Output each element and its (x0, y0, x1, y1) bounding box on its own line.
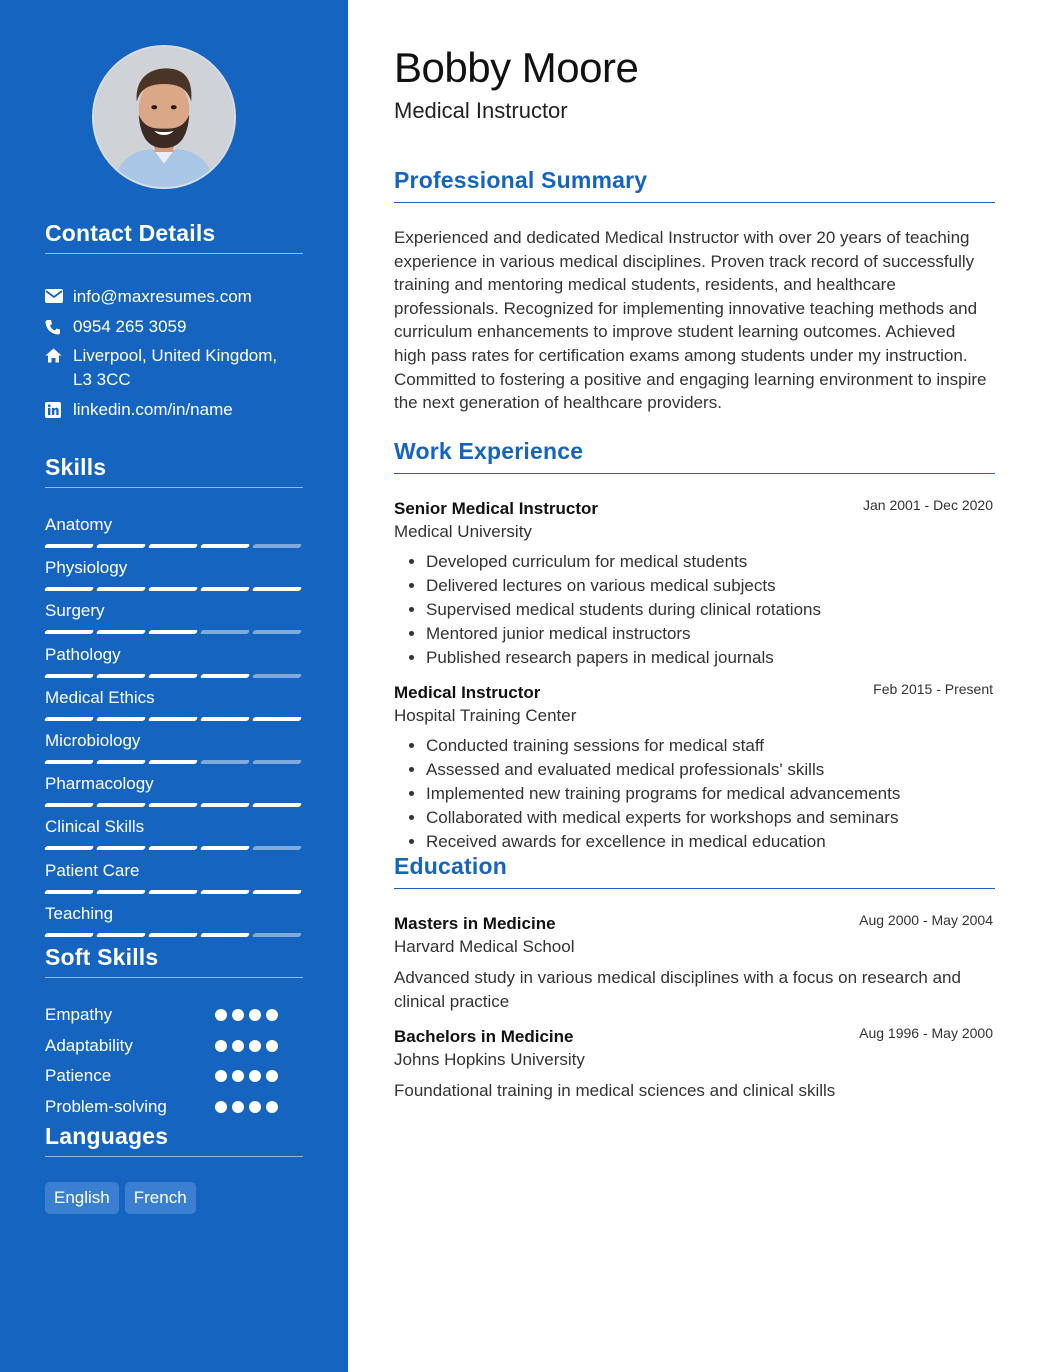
skill-name: Medical Ethics (45, 687, 155, 707)
contact-email[interactable] (45, 285, 305, 309)
language-tag: French (125, 1182, 196, 1214)
address-line-2: L3 3CC (73, 370, 131, 389)
skill-level-segment (252, 890, 302, 894)
job-entry (394, 681, 995, 854)
skill-level-segment (44, 760, 94, 764)
soft-skill-rating (215, 1009, 278, 1021)
skill-item (45, 557, 303, 591)
skill-level-segment (200, 846, 250, 850)
rating-dot (215, 1040, 227, 1052)
education-heading: Education (394, 853, 995, 889)
skill-level-segment (148, 630, 198, 634)
skill-level-segment (200, 630, 250, 634)
skill-level-segment (200, 933, 250, 937)
language-tag: English (45, 1182, 119, 1214)
skill-level-segment (96, 890, 146, 894)
job-role: Medical Instructor (394, 683, 541, 702)
avatar (94, 47, 234, 187)
job-bullet: • Assessed and evaluated medical professionals' skills (426, 758, 995, 782)
skill-level-segment (252, 544, 302, 548)
linkedin-icon (45, 398, 73, 422)
education-entry (394, 1025, 995, 1103)
rating-dot (266, 1070, 278, 1082)
skill-level-segment (44, 544, 94, 548)
skill-name: Patient Care (45, 860, 140, 880)
contact-phone[interactable] (45, 315, 305, 339)
job-bullet: • Supervised medical students during clinical rotations (426, 598, 995, 622)
languages-list (45, 1182, 196, 1214)
skill-level-segment (44, 933, 94, 937)
skill-level-segment (44, 846, 94, 850)
skill-level-segment (44, 717, 94, 721)
skill-level-segment (96, 630, 146, 634)
skill-level-segment (148, 717, 198, 721)
school: Harvard Medical School (394, 937, 575, 956)
education-date: Aug 2000 - May 2004 (859, 912, 993, 928)
skill-level-segment (44, 890, 94, 894)
skill-level-segment (96, 933, 146, 937)
skill-level-segment (96, 717, 146, 721)
skill-level-segment (200, 890, 250, 894)
job-bullet: • Collaborated with medical experts for workshops and seminars (426, 806, 995, 830)
skill-level-segment (44, 803, 94, 807)
skill-name: Surgery (45, 601, 105, 621)
soft-skill-item (45, 1034, 305, 1058)
skill-name: Clinical Skills (45, 817, 145, 837)
skills-heading: Skills (45, 454, 303, 488)
summary-heading: Professional Summary (394, 167, 995, 203)
skill-item (45, 600, 303, 634)
rating-dot (232, 1070, 244, 1082)
skill-level-segment (44, 587, 94, 591)
skill-level-segment (148, 933, 198, 937)
skill-level-bar (45, 846, 303, 850)
rating-dot (232, 1040, 244, 1052)
skill-level-bar (45, 674, 303, 678)
rating-dot (215, 1101, 227, 1113)
rating-dot (232, 1101, 244, 1113)
skill-item (45, 816, 303, 850)
soft-skill-name: Empathy (45, 1005, 113, 1024)
home-icon (45, 344, 73, 392)
skill-level-segment (148, 674, 198, 678)
rating-dot (215, 1009, 227, 1021)
skill-level-segment (96, 544, 146, 548)
rating-dot (266, 1101, 278, 1113)
job-bullet: • Published research papers in medical journals (426, 646, 995, 670)
rating-dot (249, 1101, 261, 1113)
skill-level-segment (148, 890, 198, 894)
rating-dot (266, 1009, 278, 1021)
job-bullet: • Received awards for excellence in medical education (426, 830, 995, 854)
soft-skill-rating (215, 1101, 278, 1113)
degree: Bachelors in Medicine (394, 1027, 574, 1046)
job-bullets (394, 550, 995, 670)
skill-level-segment (96, 587, 146, 591)
skill-level-segment (200, 760, 250, 764)
skill-name: Teaching (45, 903, 114, 923)
contact-heading: Contact Details (45, 220, 303, 254)
skill-name: Physiology (45, 558, 128, 578)
soft-skill-item (45, 1003, 305, 1027)
skill-level-segment (252, 846, 302, 850)
rating-dot (215, 1070, 227, 1082)
skill-level-segment (148, 803, 198, 807)
job-entry (394, 497, 995, 670)
soft-skill-name: Problem-solving (45, 1096, 167, 1116)
job-org: Medical University (394, 522, 532, 541)
skill-level-segment (200, 803, 250, 807)
skill-level-segment (96, 760, 146, 764)
candidate-name: Bobby Moore (394, 44, 639, 91)
rating-dot (249, 1040, 261, 1052)
job-bullet: • Developed curriculum for medical students (426, 550, 995, 574)
skill-level-segment (252, 674, 302, 678)
skill-name: Anatomy (45, 515, 113, 534)
skill-item (45, 903, 303, 937)
education-date: Aug 1996 - May 2000 (859, 1025, 993, 1041)
soft-skill-name: Patience (45, 1066, 112, 1085)
job-bullet: • Delivered lectures on various medical subjects (426, 574, 995, 598)
education-entry (394, 912, 995, 1013)
envelope-icon (45, 285, 73, 309)
skill-level-segment (96, 846, 146, 850)
skill-level-segment (96, 674, 146, 678)
skill-item (45, 860, 303, 894)
email-text: info@maxresumes.com (73, 287, 252, 306)
rating-dot (232, 1009, 244, 1021)
sidebar (0, 0, 348, 1372)
skill-level-bar (45, 760, 303, 764)
skill-item (45, 687, 303, 721)
skill-level-segment (44, 630, 94, 634)
education-desc: Foundational training in medical sciences and clinical skills (394, 1081, 836, 1100)
phone-text: 0954 265 3059 (73, 317, 187, 336)
phone-icon (45, 315, 73, 339)
candidate-title: Medical Instructor (394, 98, 568, 123)
job-bullet: • Mentored junior medical instructors (426, 622, 995, 646)
skill-item (45, 644, 303, 678)
soft-skills-heading: Soft Skills (45, 944, 303, 978)
school: Johns Hopkins University (394, 1050, 585, 1069)
work-heading: Work Experience (394, 438, 995, 474)
contact-linkedin[interactable] (45, 398, 305, 422)
skill-name: Pathology (45, 644, 121, 664)
skill-level-segment (252, 717, 302, 721)
address-line-1: Liverpool, United Kingdom, (73, 346, 278, 365)
soft-skill-item (45, 1095, 305, 1119)
skill-level-bar (45, 544, 303, 548)
skill-level-segment (252, 933, 302, 937)
rating-dot (249, 1070, 261, 1082)
skill-item (45, 773, 303, 807)
summary-text: Experienced and dedicated Medical Instructor with over 20 years of teaching experience in various medical disciplines. Proven track record of successfully training and mentoring medical students, residents, and healthcare professionals. Recognized for implementing innovative teaching methods and curriculum enhancements to improve student learning outcomes. Achieved high pass rates for certification exams among students under my instruction. Committed to fostering a positive and engaging learning environment to inspire the next generation of healthcare providers. (394, 228, 987, 413)
job-date: Jan 2001 - Dec 2020 (863, 497, 993, 513)
job-org: Hospital Training Center (394, 706, 577, 725)
skill-level-segment (252, 803, 302, 807)
soft-skill-name: Adaptability (45, 1035, 133, 1055)
linkedin-text: linkedin.com/in/name (73, 400, 233, 419)
languages-heading: Languages (45, 1123, 303, 1157)
degree: Masters in Medicine (394, 914, 556, 933)
contact-address (45, 344, 305, 392)
profile-photo (92, 45, 236, 189)
soft-skill-rating (215, 1070, 278, 1082)
skill-level-bar (45, 630, 303, 634)
skill-level-segment (200, 674, 250, 678)
skill-level-segment (200, 544, 250, 548)
skill-level-segment (200, 587, 250, 591)
skill-name: Microbiology (45, 731, 141, 750)
skill-level-segment (148, 760, 198, 764)
skill-level-segment (252, 760, 302, 764)
job-bullets (394, 734, 995, 854)
skill-level-segment (200, 717, 250, 721)
skill-level-segment (252, 630, 302, 634)
skill-level-segment (148, 846, 198, 850)
job-date: Feb 2015 - Present (873, 681, 993, 697)
skill-level-bar (45, 587, 303, 591)
skill-level-segment (96, 803, 146, 807)
rating-dot (266, 1040, 278, 1052)
job-role: Senior Medical Instructor (394, 499, 599, 518)
education-desc: Advanced study in various medical disciplines with a focus on research and clinical practice (394, 968, 961, 1011)
soft-skill-item (45, 1064, 305, 1088)
job-bullet: • Conducted training sessions for medical staff (426, 734, 995, 758)
skill-level-bar (45, 890, 303, 894)
skill-level-bar (45, 803, 303, 807)
skill-level-segment (44, 674, 94, 678)
skill-level-segment (252, 587, 302, 591)
skill-name: Pharmacology (45, 774, 154, 794)
skill-level-bar (45, 717, 303, 721)
skill-level-bar (45, 933, 303, 937)
skill-level-segment (148, 544, 198, 548)
rating-dot (249, 1009, 261, 1021)
soft-skill-rating (215, 1040, 278, 1052)
job-bullet: • Implemented new training programs for medical advancements (426, 782, 995, 806)
skill-item (45, 730, 303, 764)
skill-item (45, 514, 303, 548)
skill-level-segment (148, 587, 198, 591)
